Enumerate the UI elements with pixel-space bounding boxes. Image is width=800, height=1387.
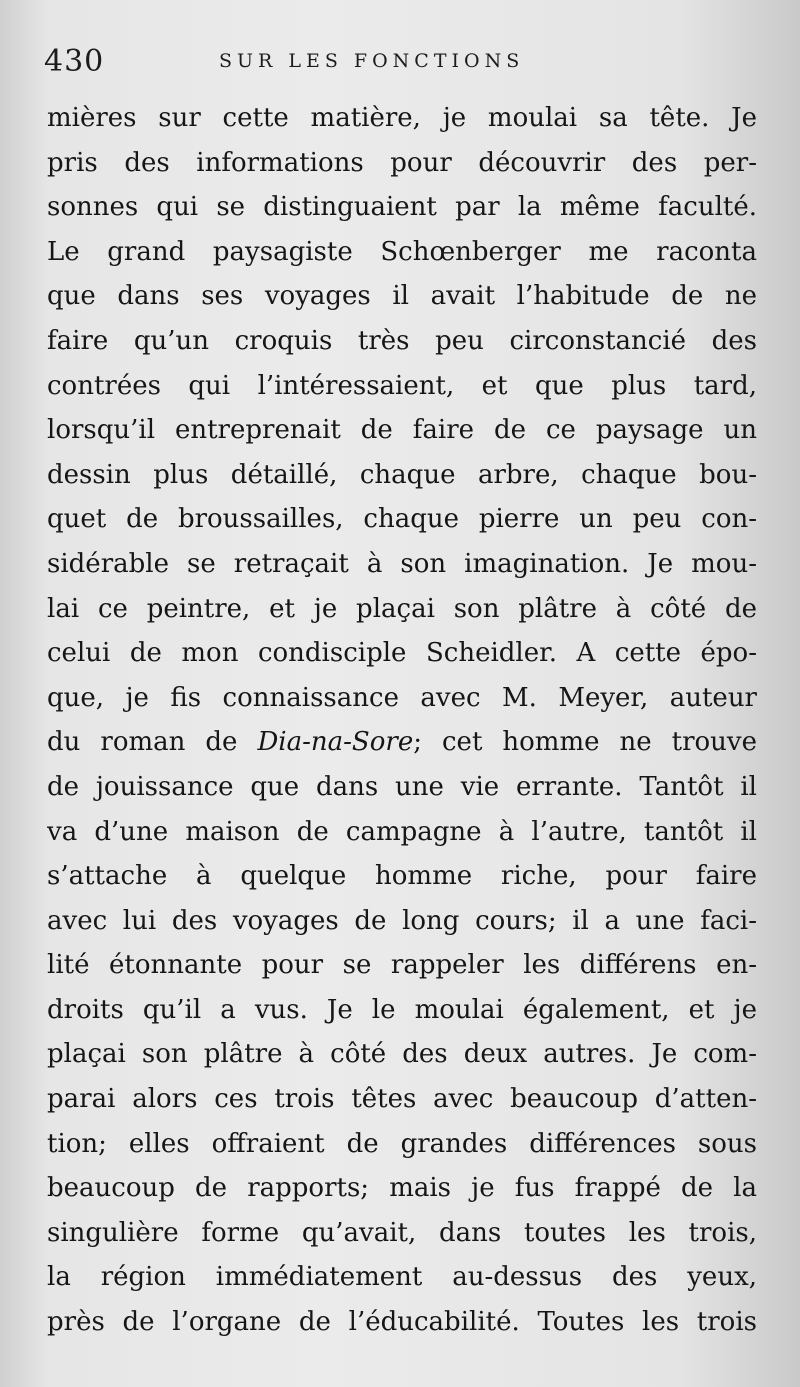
text-line: sonnes qui se distinguaient par la même faculté.	[47, 192, 757, 223]
line-text-after: ; cet homme ne trouve	[413, 727, 757, 758]
text-line: droits qu’il a vus. Je le moulai également, et je	[47, 994, 757, 1025]
text-line-with-italic-title	[47, 720, 757, 765]
text-line: lité étonnante pour se rappeler les différens en-	[47, 950, 757, 981]
text-line: parai alors ces trois têtes avec beaucoup d’atten-	[47, 1084, 757, 1115]
text-line: lai ce peintre, et je plaçai son plâtre à côté de	[47, 593, 757, 624]
text-line: beaucoup de rapports; mais je fus frappé de la	[47, 1173, 757, 1204]
text-line: sidérable se retraçait à son imagination. Je mou-	[47, 548, 757, 579]
text-line: près de l’organe de l’éducabilité. Toutes les trois	[47, 1307, 757, 1338]
text-line: que dans ses voyages il avait l’habitude de ne	[47, 281, 757, 312]
text-line: s’attache à quelque homme riche, pour faire	[47, 861, 757, 892]
line-text-before: du roman de	[47, 727, 258, 758]
text-line: avec lui des voyages de long cours; il a une faci-	[47, 905, 757, 936]
text-line: plaçai son plâtre à côté des deux autres. Je com-	[47, 1039, 757, 1070]
text-line: tion; elles offraient de grandes différences sous	[47, 1128, 757, 1159]
text-line: lorsqu’il entreprenait de faire de ce paysage un	[47, 415, 757, 446]
text-line: Le grand paysagiste Schœnberger me raconta	[47, 236, 757, 267]
text-line: dessin plus détaillé, chaque arbre, chaque bou-	[47, 459, 757, 490]
text-line: mières sur cette matière, je moulai sa tête. Je	[47, 103, 757, 133]
text-line: singulière forme qu’avait, dans toutes les trois,	[47, 1217, 757, 1248]
novel-title: Dia-na-Sore	[257, 727, 414, 758]
text-line: que, je fis connaissance avec M. Meyer, auteur	[47, 682, 757, 713]
text-line: celui de mon condisciple Scheidler. A cette épo-	[47, 638, 757, 669]
text-line: pris des informations pour découvrir des per-	[47, 147, 757, 178]
text-line: la région immédiatement au-dessus des yeux,	[47, 1262, 757, 1293]
text-line: quet de broussailles, chaque pierre un peu con-	[47, 504, 757, 535]
running-head: SUR LES FONCTIONS	[219, 50, 525, 72]
text-line: va d’une maison de campagne à l’autre, tantôt il	[47, 816, 757, 847]
page-number: 430	[44, 44, 105, 79]
page-header	[44, 44, 764, 84]
text-line: contrées qui l’intéressaient, et que plus tard,	[47, 370, 757, 401]
body-text	[47, 96, 757, 1345]
text-line: faire qu’un croquis très peu circonstancié des	[47, 325, 757, 356]
text-line: de jouissance que dans une vie errante. Tantôt il	[47, 771, 757, 802]
